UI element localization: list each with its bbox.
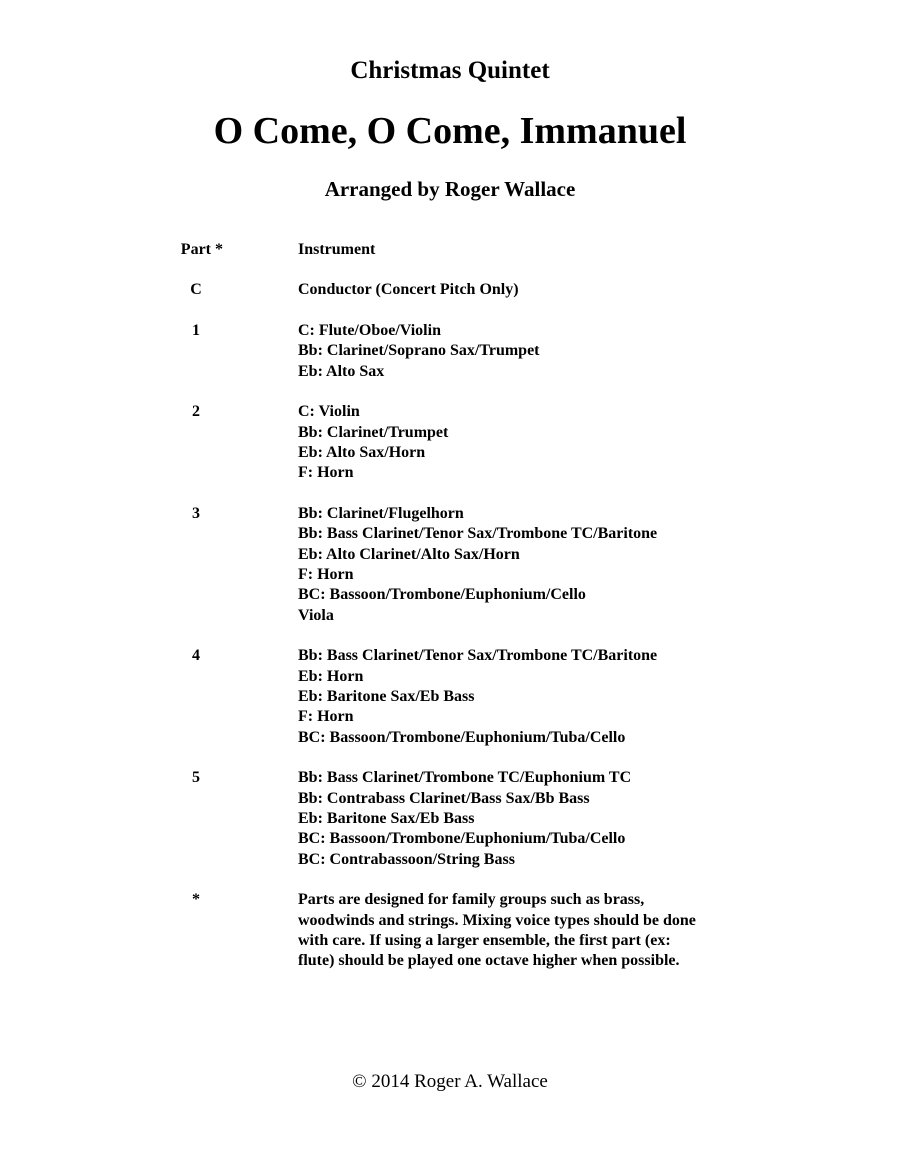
table-header-row	[0, 240, 900, 260]
instrument-line: Eb: Baritone Sax/Eb Bass	[298, 810, 475, 828]
instrument-line: F: Horn	[298, 464, 354, 482]
part-group-3	[0, 504, 900, 626]
instrument-line: F: Horn	[298, 708, 354, 726]
instrument-line: Bb: Clarinet/Soprano Sax/Trumpet	[298, 342, 540, 360]
instrument-line: Eb: Horn	[298, 667, 364, 685]
instrument-line: Bb: Contrabass Clarinet/Bass Sax/Bb Bass	[298, 789, 590, 807]
instrument-line: Bb: Clarinet/Flugelhorn	[298, 505, 464, 523]
instrument-list	[298, 768, 718, 869]
page-title: O Come, O Come, Immanuel	[213, 110, 687, 152]
footnote-marker: *	[192, 891, 200, 909]
part-label: 2	[192, 403, 200, 421]
part-label: 1	[192, 322, 200, 340]
instrument-line: C: Flute/Oboe/Violin	[298, 322, 441, 340]
part-column-header: Part *	[180, 241, 223, 258]
part-label: 4	[192, 647, 200, 665]
part-label: 3	[192, 505, 200, 523]
instrument-list	[298, 402, 718, 483]
instrument-line: F: Horn	[298, 566, 354, 584]
part-group-4	[0, 646, 900, 747]
instrument-line: C: Violin	[298, 403, 360, 421]
instrument-list	[298, 280, 718, 300]
instrument-line: Bb: Bass Clarinet/Tenor Sax/Trombone TC/Baritone	[298, 647, 658, 665]
instrument-line: Eb: Alto Sax	[298, 362, 385, 380]
arranger-credit: Arranged by Roger Wallace	[324, 177, 576, 201]
part-label: C	[190, 281, 202, 299]
footnote-row	[0, 890, 900, 971]
instrument-line: Viola	[298, 606, 334, 624]
instrument-line: Bb: Clarinet/Trumpet	[298, 423, 449, 441]
instrument-line: Eb: Alto Clarinet/Alto Sax/Horn	[298, 545, 520, 563]
instrument-line: BC: Bassoon/Trombone/Euphonium/Tuba/Cello	[298, 728, 626, 746]
part-group-1	[0, 321, 900, 382]
instrument-line: BC: Bassoon/Trombone/Euphonium/Tuba/Cello	[298, 830, 626, 848]
instrument-line: Eb: Alto Sax/Horn	[298, 444, 426, 462]
part-label: 5	[192, 769, 200, 787]
instrument-list	[298, 321, 718, 382]
instrument-line: Bb: Bass Clarinet/Tenor Sax/Trombone TC/Baritone	[298, 525, 658, 543]
instrument-line: Eb: Baritone Sax/Eb Bass	[298, 688, 475, 706]
instrument-list	[298, 646, 718, 747]
footnote-text: Parts are designed for family groups such as brass, woodwinds and strings. Mixing voice types should be done with care. If using a larger ensemble, the first part (ex: flute) should be played one octave higher when possible.	[298, 891, 696, 970]
instrument-column-header: Instrument	[298, 241, 376, 258]
parts-table	[0, 240, 900, 972]
instrument-line: BC: Bassoon/Trombone/Euphonium/Cello	[298, 586, 586, 604]
instrument-line: BC: Contrabassoon/String Bass	[298, 850, 515, 868]
subtitle: Christmas Quintet	[350, 57, 550, 84]
instrument-line: Conductor (Concert Pitch Only)	[298, 281, 519, 299]
instrument-list	[298, 504, 718, 626]
part-group-5	[0, 768, 900, 869]
part-group-2	[0, 402, 900, 483]
instrument-line: Bb: Bass Clarinet/Trombone TC/Euphonium TC	[298, 769, 632, 787]
part-group-C	[0, 280, 900, 300]
copyright-notice: © 2014 Roger A. Wallace	[352, 1071, 548, 1092]
